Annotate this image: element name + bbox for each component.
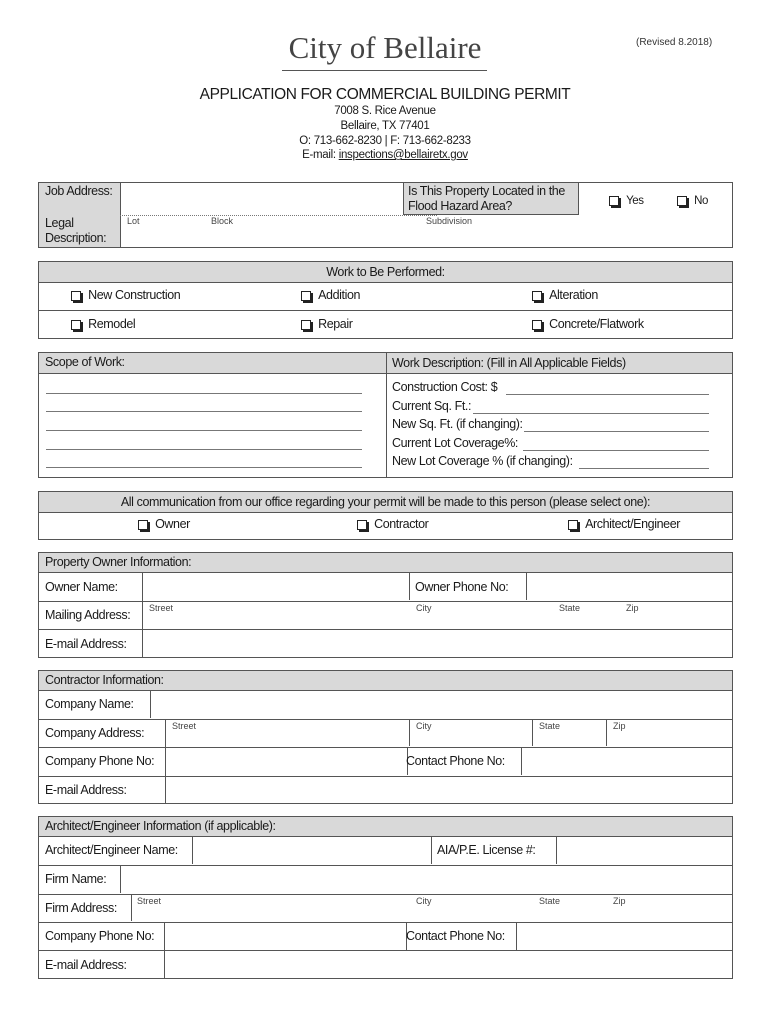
- concrete-flatwork-label: Concrete/Flatwork: [549, 317, 644, 331]
- contact-phone-field[interactable]: [522, 748, 732, 775]
- current-sqft-field[interactable]: [473, 413, 709, 414]
- phone-fax: O: 713-662-8230 | F: 713-662-8233: [299, 135, 471, 147]
- flood-yes-checkbox[interactable]: [609, 196, 619, 206]
- email-label: E-mail:: [302, 149, 336, 161]
- new-construction-option[interactable]: [71, 288, 180, 302]
- company-name-field[interactable]: [151, 691, 732, 718]
- contact-phone-label: Contact Phone No:: [406, 754, 505, 768]
- owner-street-label: Street: [149, 603, 174, 613]
- architect-name-label: Architect/Engineer Name:: [45, 843, 178, 857]
- architect-street-label: Street: [137, 896, 162, 906]
- architect-city-label: City: [416, 896, 432, 906]
- owner-name-field[interactable]: [143, 573, 408, 600]
- comm-contractor-option[interactable]: [357, 517, 428, 531]
- alteration-option[interactable]: [532, 288, 598, 302]
- flood-yes-label: Yes: [626, 195, 644, 207]
- contractor-header: Contractor Information:: [45, 673, 164, 687]
- city-title: City of Bellaire: [288, 30, 482, 65]
- comm-architect-label: Architect/Engineer: [585, 517, 681, 531]
- firm-address-label: Firm Address:: [45, 901, 117, 915]
- block-label: Block: [211, 216, 234, 226]
- architect-section: [38, 816, 733, 979]
- street-address: 7008 S. Rice Avenue: [334, 105, 436, 117]
- comm-architect-checkbox[interactable]: [568, 520, 578, 530]
- alteration-label: Alteration: [549, 288, 598, 302]
- email-line: [0, 149, 770, 161]
- scope-header: Scope of Work:: [45, 355, 125, 369]
- email-link[interactable]: inspections@bellairetx.gov: [338, 149, 468, 161]
- flood-yes-option[interactable]: [609, 193, 644, 207]
- contractor-section: [38, 670, 733, 804]
- job-address-label: Job Address:: [45, 184, 113, 198]
- flood-no-option[interactable]: [677, 193, 708, 207]
- company-address-label: Company Address:: [45, 726, 145, 740]
- job-section: [38, 182, 733, 248]
- communication-header: All communication from our office regarding your permit will be made to this person (please select one):: [39, 492, 732, 513]
- title-rule: [282, 70, 487, 71]
- comm-architect-option[interactable]: [568, 517, 680, 531]
- architect-email-field[interactable]: [165, 951, 732, 978]
- contractor-email-field[interactable]: [166, 777, 732, 803]
- new-sqft-field[interactable]: [524, 431, 709, 432]
- new-lot-coverage-field[interactable]: [579, 468, 709, 469]
- remodel-checkbox[interactable]: [71, 320, 81, 330]
- legal-description-label: Legal Description:: [45, 216, 107, 245]
- communication-section: [38, 491, 733, 540]
- company-phone-field[interactable]: [166, 748, 406, 775]
- concrete-flatwork-checkbox[interactable]: [532, 320, 542, 330]
- comm-owner-label: Owner: [155, 517, 190, 531]
- owner-city-label: City: [416, 603, 432, 613]
- owner-state-label: State: [559, 603, 581, 613]
- work-header: Work to Be Performed:: [39, 262, 732, 283]
- remodel-option[interactable]: [71, 317, 135, 331]
- owner-phone-label: Owner Phone No:: [415, 580, 509, 594]
- current-lot-coverage-field[interactable]: [523, 450, 709, 451]
- construction-cost-field[interactable]: [506, 394, 709, 395]
- city-address: Bellaire, TX 77401: [340, 120, 430, 132]
- lot-label: Lot: [127, 216, 140, 226]
- comm-owner-checkbox[interactable]: [138, 520, 148, 530]
- company-address-field[interactable]: [166, 720, 732, 746]
- owner-zip-label: Zip: [626, 603, 639, 613]
- owner-phone-field[interactable]: [527, 573, 732, 600]
- flood-no-checkbox[interactable]: [677, 196, 687, 206]
- remodel-label: Remodel: [88, 317, 136, 331]
- comm-owner-option[interactable]: [138, 517, 190, 531]
- scope-text-area[interactable]: [43, 375, 383, 475]
- architect-contact-field[interactable]: [517, 923, 732, 949]
- repair-label: Repair: [318, 317, 353, 331]
- license-field[interactable]: [557, 837, 732, 864]
- construction-cost-label: Construction Cost: $: [392, 380, 498, 394]
- architect-name-field[interactable]: [193, 837, 430, 864]
- new-construction-checkbox[interactable]: [71, 291, 81, 301]
- addition-option[interactable]: [301, 288, 360, 302]
- contractor-state-label: State: [539, 721, 561, 731]
- subdivision-label: Subdivision: [426, 216, 473, 226]
- firm-name-field[interactable]: [121, 866, 732, 893]
- concrete-flatwork-option[interactable]: [532, 317, 644, 331]
- architect-zip-label: Zip: [613, 896, 626, 906]
- contractor-city-label: City: [416, 721, 432, 731]
- flood-no-label: No: [694, 195, 708, 207]
- architect-contact-label: Contact Phone No:: [406, 929, 505, 943]
- new-sqft-label: New Sq. Ft. (if changing):: [392, 417, 523, 431]
- contractor-email-label: E-mail Address:: [45, 783, 127, 797]
- owner-email-field[interactable]: [143, 630, 732, 657]
- license-label: AIA/P.E. License #:: [437, 843, 536, 857]
- alteration-checkbox[interactable]: [532, 291, 542, 301]
- company-name-label: Company Name:: [45, 697, 134, 711]
- application-title: APPLICATION FOR COMMERCIAL BUILDING PERMIT: [199, 86, 571, 103]
- architect-email-label: E-mail Address:: [45, 958, 127, 972]
- owner-name-label: Owner Name:: [45, 580, 118, 594]
- comm-contractor-label: Contractor: [374, 517, 429, 531]
- mailing-address-field[interactable]: [143, 602, 732, 628]
- repair-checkbox[interactable]: [301, 320, 311, 330]
- flood-hazard-label: Is This Property Located in the Flood Hazard Area?: [408, 184, 565, 213]
- work-section: [38, 261, 733, 339]
- contractor-zip-label: Zip: [613, 721, 626, 731]
- scope-section: [38, 352, 733, 478]
- owner-section: [38, 552, 733, 658]
- architect-state-label: State: [539, 896, 561, 906]
- firm-name-label: Firm Name:: [45, 872, 107, 886]
- current-sqft-label: Current Sq. Ft.:: [392, 399, 472, 413]
- work-description-header: Work Description: (Fill in All Applicable Fields): [392, 356, 626, 370]
- revised-date: (Revised 8.2018): [636, 37, 713, 48]
- architect-header: Architect/Engineer Information (if applicable):: [45, 819, 276, 833]
- new-lot-coverage-label: New Lot Coverage % (if changing):: [392, 454, 573, 468]
- architect-phone-label: Company Phone No:: [45, 929, 155, 943]
- mailing-address-label: Mailing Address:: [45, 608, 131, 622]
- addition-checkbox[interactable]: [301, 291, 311, 301]
- contractor-street-label: Street: [172, 721, 197, 731]
- firm-address-field[interactable]: [132, 895, 732, 921]
- repair-option[interactable]: [301, 317, 353, 331]
- owner-email-label: E-mail Address:: [45, 637, 127, 651]
- company-phone-label: Company Phone No:: [45, 754, 155, 768]
- job-address-field[interactable]: [121, 183, 437, 215]
- architect-phone-field[interactable]: [165, 923, 405, 949]
- new-construction-label: New Construction: [88, 288, 181, 302]
- addition-label: Addition: [318, 288, 361, 302]
- owner-header: Property Owner Information:: [45, 555, 192, 569]
- current-lot-coverage-label: Current Lot Coverage%:: [392, 436, 518, 450]
- comm-contractor-checkbox[interactable]: [357, 520, 367, 530]
